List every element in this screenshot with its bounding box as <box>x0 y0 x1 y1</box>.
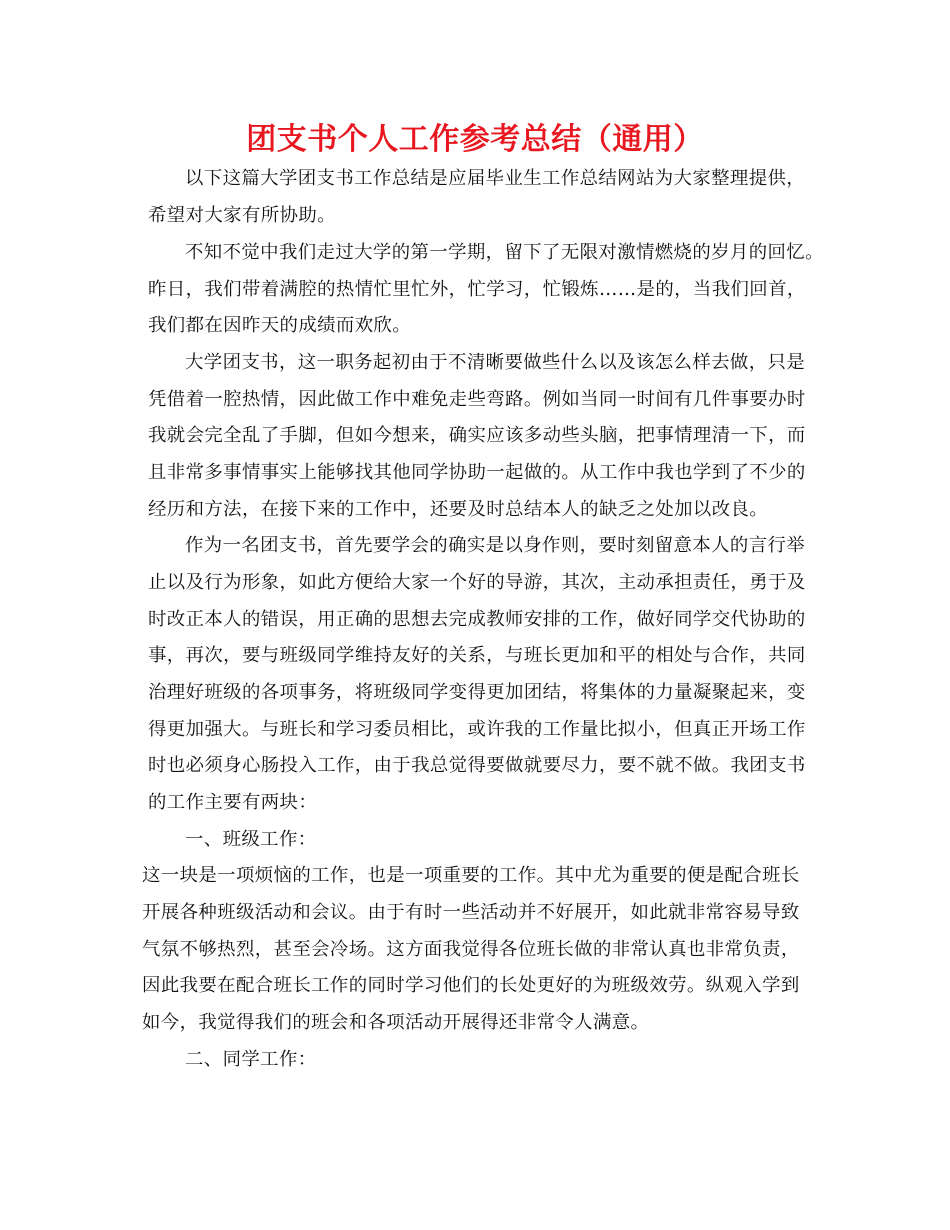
paragraph-line: 开展各种班级活动和会议。由于有时一些活动并不好展开，如此就非常容易导致 <box>142 902 800 923</box>
paragraph-line: 如今，我觉得我们的班会和各项活动开展得还非常令人满意。 <box>142 1012 650 1033</box>
paragraph-line: 事，再次，要与班级同学维持友好的关系，与班长更加和平的相处与合作，共同 <box>148 645 806 666</box>
paragraph-line: 昨日，我们带着满腔的热情忙里忙外，忙学习，忙锻炼……是的，当我们回首， <box>148 279 806 300</box>
paragraph-line: 这一块是一项烦恼的工作，也是一项重要的工作。其中尤为重要的便是配合班长 <box>142 865 800 886</box>
paragraph-line: 我就会完全乱了手脚，但如今想来，确实应该多动些头脑，把事情理清一下，而 <box>148 425 806 446</box>
document-title: 团支书个人工作参考总结（通用） <box>246 122 704 157</box>
paragraph-line: 得更加强大。与班长和学习委员相比，或许我的工作量比拟小，但真正开场工作 <box>148 719 806 740</box>
paragraph-line: 作为一名团支书，首先要学会的确实是以身作则，要时刻留意本人的言行举 <box>185 535 806 556</box>
paragraph-line: 我们都在因昨天的成绩而欢欣。 <box>148 315 412 336</box>
paragraph-line: 且非常多事情事实上能够找其他同学协助一起做的。从工作中我也学到了不少的 <box>148 462 806 483</box>
paragraph-line: 气氛不够热烈，甚至会冷场。这方面我觉得各位班长做的非常认真也非常负责， <box>142 939 800 960</box>
paragraph-line: 止以及行为形象，如此方便给大家一个好的导游，其次，主动承担责任，勇于及 <box>148 572 806 593</box>
paragraph-line: 凭借着一腔热情，因此做工作中难免走些弯路。例如当同一时间有几件事要办时 <box>148 389 806 410</box>
paragraph-line: 经历和方法，在接下来的工作中，还要及时总结本人的缺乏之处加以改良。 <box>148 499 769 520</box>
paragraph-line: 以下这篇大学团支书工作总结是应届毕业生工作总结网站为大家整理提供， <box>185 168 806 189</box>
paragraph-line: 治理好班级的各项事务，将班级同学变得更加团结，将集体的力量凝聚起来，变 <box>148 682 806 703</box>
paragraph-line: 希望对大家有所协助。 <box>148 205 336 226</box>
section-heading: 一、班级工作： <box>185 829 317 850</box>
paragraph-line: 不知不觉中我们走过大学的第一学期，留下了无限对激情燃烧的岁月的回忆。 <box>185 242 824 263</box>
paragraph-line: 时改正本人的错误，用正确的思想去完成教师安排的工作，做好同学交代协助的 <box>148 609 806 630</box>
paragraph-line: 时也必须身心肠投入工作，由于我总觉得要做就要尽力，要不就不做。我团支书 <box>148 755 806 776</box>
paragraph-line: 因此我要在配合班长工作的同时学习他们的长处更好的为班级效劳。纵观入学到 <box>142 975 800 996</box>
section-heading: 二、同学工作： <box>185 1049 317 1070</box>
paragraph-line: 大学团支书，这一职务起初由于不清晰要做些什么以及该怎么样去做，只是 <box>185 352 806 373</box>
paragraph-line: 的工作主要有两块： <box>148 792 318 813</box>
